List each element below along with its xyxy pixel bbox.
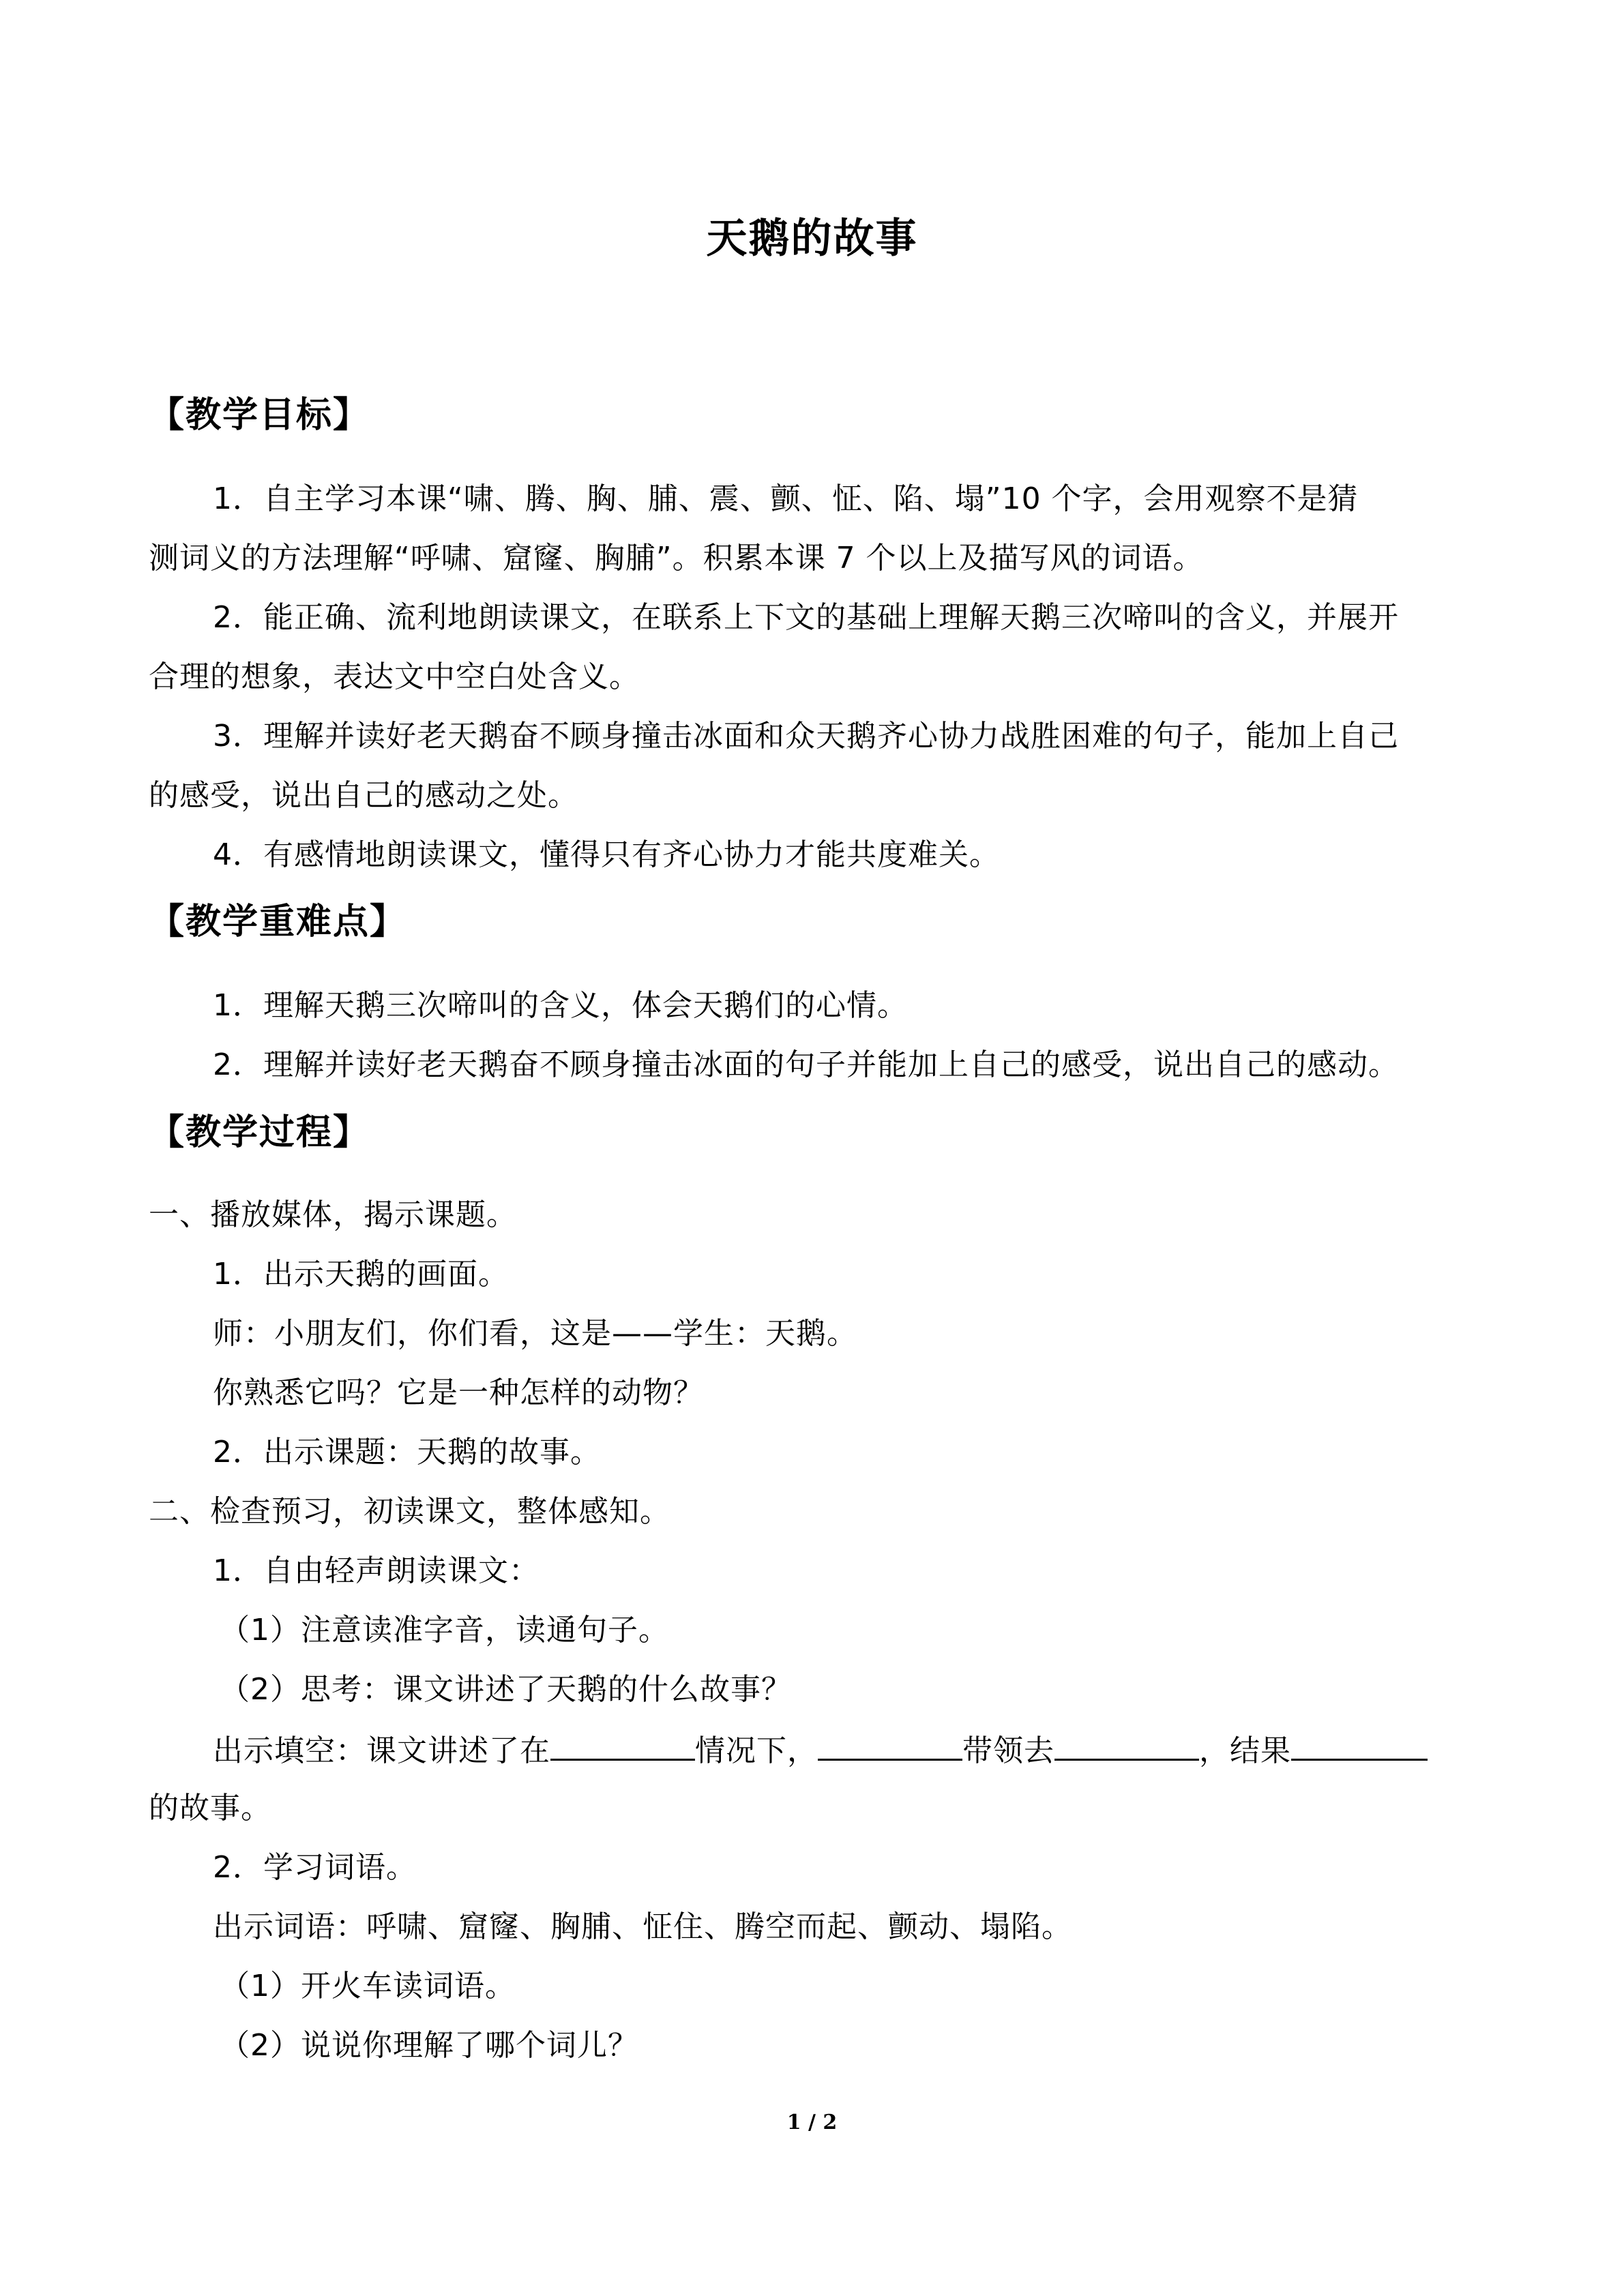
- paragraph-line: 你熟悉它吗？它是一种怎样的动物？: [213, 1375, 704, 1410]
- paragraph-line: 1．理解天鹅三次啼叫的含义，体会天鹅们的心情。: [213, 988, 908, 1023]
- blank-line: [550, 1729, 695, 1761]
- paragraph-line: 合理的想象，表达文中空白处含义。: [149, 659, 640, 694]
- paragraph-line: 师：小朋友们，你们看，这是——学生：天鹅。: [213, 1316, 857, 1351]
- paragraph-line: （1）注意读准字音，读通句子。: [220, 1613, 669, 1648]
- blank-line: [1291, 1729, 1428, 1761]
- fill-blank-line: [213, 1729, 1428, 1772]
- paragraph-line: 2．理解并读好老天鹅奋不顾身撞击冰面的句子并能加上自己的感受，说出自己的感动。: [213, 1047, 1399, 1082]
- fill-text: 出示填空：课文讲述了在: [213, 1733, 550, 1768]
- blank-line: [1054, 1729, 1199, 1761]
- paragraph-line: 1．自主学习本课“啸、腾、胸、脯、震、颤、怔、陷、塌”10 个字，会用观察不是猜: [213, 481, 1359, 516]
- paragraph-line: （2）思考：课文讲述了天鹅的什么故事？: [220, 1672, 792, 1707]
- paragraph-line: （1）开火车读词语。: [220, 1969, 516, 2003]
- section-heading-key-points: 【教学重难点】: [149, 901, 407, 942]
- paragraph-line: 2．出示课题：天鹅的故事。: [213, 1435, 601, 1470]
- fill-text: ，结果: [1199, 1733, 1291, 1768]
- paragraph-line: 4．有感情地朗读课文，懂得只有齐心协力才能共度难关。: [213, 837, 1000, 872]
- section-heading-goals: 【教学目标】: [149, 395, 370, 436]
- paragraph-line: 出示词语：呼啸、窟窿、胸脯、怔住、腾空而起、颤动、塌陷。: [213, 1909, 1072, 1944]
- page-title: 天鹅的故事: [706, 215, 918, 263]
- paragraph-line: 1．自由轻声朗读课文：: [213, 1553, 540, 1588]
- blank-line: [818, 1729, 962, 1761]
- paragraph-line: 的故事。: [149, 1791, 271, 1825]
- paragraph-line: （2）说说你理解了哪个词儿？: [220, 2028, 638, 2063]
- fill-text: 情况下，: [695, 1733, 818, 1768]
- paragraph-line: 3．理解并读好老天鹅奋不顾身撞击冰面和众天鹅齐心协力战胜困难的句子，能加上自己: [213, 719, 1399, 754]
- fill-text: 带领去: [962, 1733, 1054, 1768]
- paragraph-line: 二、检查预习，初读课文，整体感知。: [149, 1494, 670, 1529]
- page-number: 1 / 2: [786, 2111, 838, 2134]
- paragraph-line: 2．能正确、流利地朗读课文，在联系上下文的基础上理解天鹅三次啼叫的含义，并展开: [213, 600, 1399, 635]
- section-heading-process: 【教学过程】: [149, 1112, 370, 1153]
- paragraph-line: 一、播放媒体，揭示课题。: [149, 1197, 517, 1232]
- paragraph-line: 1．出示天鹅的画面。: [213, 1257, 509, 1292]
- paragraph-line: 的感受，说出自己的感动之处。: [149, 778, 578, 813]
- paragraph-line: 测词义的方法理解“呼啸、窟窿、胸脯”。积累本课 7 个以上及描写风的词语。: [149, 541, 1204, 576]
- paragraph-line: 2．学习词语。: [213, 1850, 417, 1885]
